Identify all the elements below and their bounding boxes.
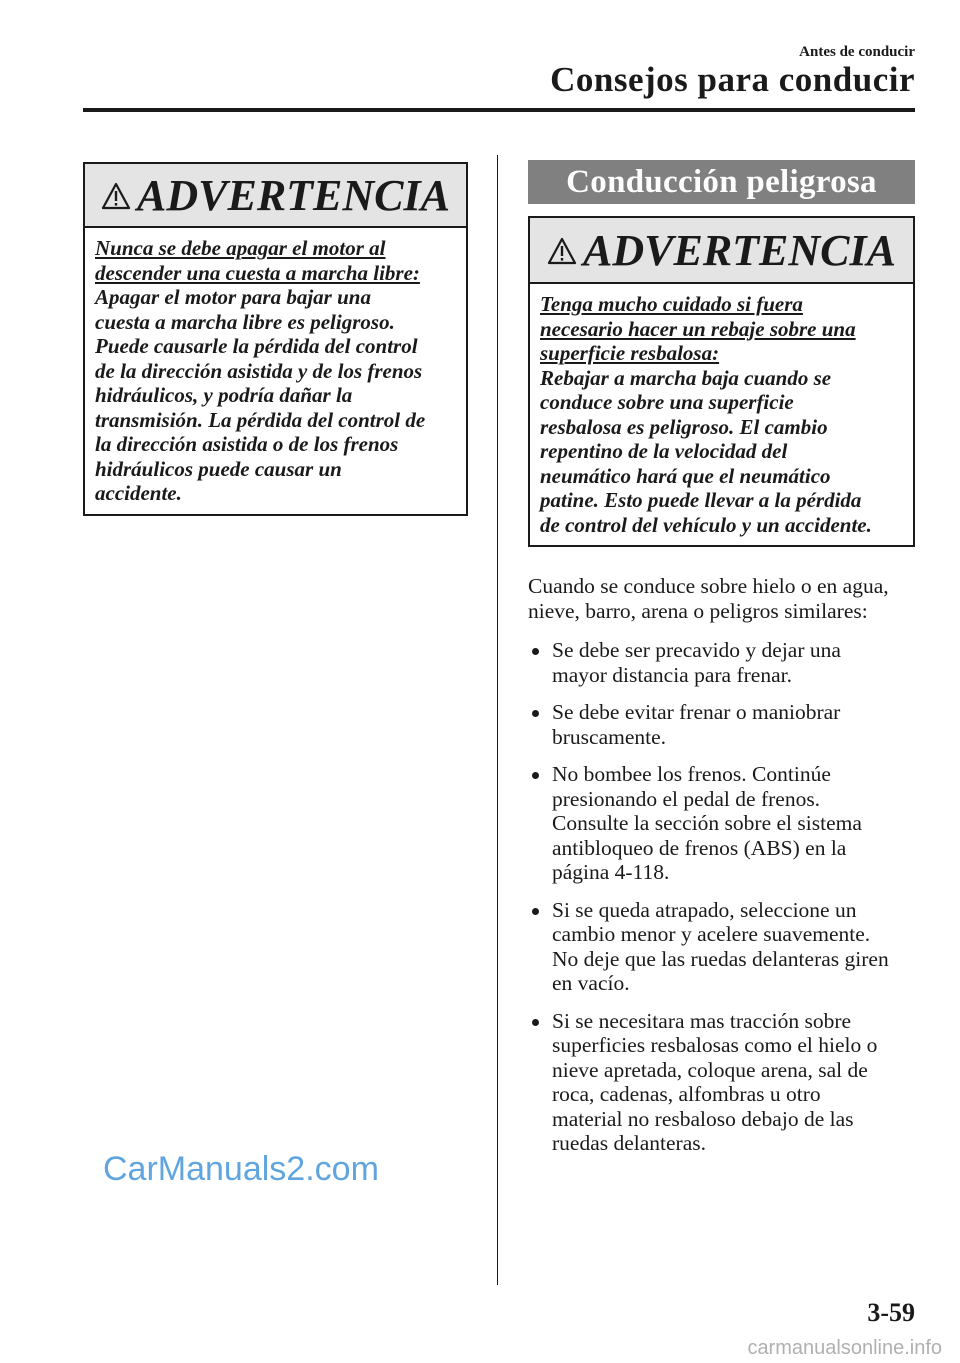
warning-body-line: conduce sobre una superficie bbox=[540, 390, 794, 414]
intro-line: nieve, barro, arena o peligros similares: bbox=[528, 598, 868, 623]
warning-body-line: resbalosa es peligroso. El cambio bbox=[540, 414, 828, 439]
column-divider bbox=[497, 155, 498, 1285]
warning-heading: ADVERTENCIA bbox=[137, 170, 450, 220]
intro-line: Cuando se conduce sobre hielo o en agua, bbox=[528, 574, 889, 598]
list-item bbox=[528, 638, 923, 687]
warning-lead-line: Tenga mucho cuidado si fuera bbox=[540, 292, 803, 316]
section-title-banner: Conducción peligrosa bbox=[528, 160, 915, 204]
warning-body-line: neumático hará que el neumático bbox=[540, 463, 831, 488]
bullet-icon bbox=[532, 648, 539, 655]
warning-body-line: hidráulicos, y podría dañar la bbox=[95, 383, 353, 407]
list-item-line: en vacío. bbox=[552, 971, 630, 995]
list-item-line: bruscamente. bbox=[552, 724, 667, 749]
warning-body-line: patine. Esto puede llevar a la pérdida bbox=[540, 488, 862, 512]
warning-body-line: hidráulicos puede causar un bbox=[95, 456, 342, 481]
warning-triangle-icon bbox=[101, 170, 137, 221]
list-item-line: presionando el pedal de frenos. bbox=[552, 786, 821, 811]
list-item-line: roca, cadenas, alfombras u otro bbox=[552, 1082, 821, 1106]
warning-body-line: la dirección asistida o de los frenos bbox=[95, 432, 399, 456]
page-title: Consejos para conducir bbox=[550, 60, 915, 99]
list-item-line: Si se queda atrapado, seleccione un bbox=[552, 897, 857, 922]
warning-body-line: repentino de la velocidad del bbox=[540, 439, 788, 463]
header-section-label: Antes de conducir bbox=[799, 44, 915, 60]
bullet-icon bbox=[532, 908, 539, 915]
list-item-line: superficies resbalosas como el hielo o bbox=[552, 1033, 878, 1057]
list-item-line: nieve apretada, coloque arena, sal de bbox=[552, 1057, 868, 1082]
list-item-line: Se debe ser precavido y dejar una bbox=[552, 638, 841, 662]
precaution-list bbox=[528, 638, 923, 1169]
watermark-link[interactable]: CarManuals2.com bbox=[103, 1150, 379, 1188]
warning-body-line: de control del vehículo y un accidente. bbox=[540, 512, 872, 537]
warning-body-line: transmisión. La pérdida del control de bbox=[95, 407, 426, 432]
warning-triangle-icon bbox=[547, 225, 583, 276]
list-item-line: cambio menor y acelere suavemente. bbox=[552, 922, 871, 946]
list-item-line: No bombee los frenos. Continúe bbox=[552, 762, 831, 786]
list-item-line: material no resbaloso debajo de las bbox=[552, 1106, 854, 1131]
page-number: 3-59 bbox=[867, 1298, 915, 1327]
warning-body-line: accidente. bbox=[95, 481, 182, 505]
list-item bbox=[528, 762, 923, 885]
bullet-icon bbox=[532, 1019, 539, 1026]
list-item-line: No deje que las ruedas delanteras giren bbox=[552, 946, 889, 971]
list-item-line: ruedas delanteras. bbox=[552, 1131, 707, 1155]
list-item-line: antibloqueo de frenos (ABS) en la bbox=[552, 835, 847, 860]
left-warning-box bbox=[83, 162, 468, 516]
right-warning-header bbox=[530, 218, 913, 284]
intro-paragraph bbox=[528, 574, 923, 623]
warning-body-line: cuesta a marcha libre es peligroso. bbox=[95, 309, 395, 334]
footer-watermark-link[interactable]: carmanualsonline.info bbox=[747, 1337, 942, 1359]
left-warning-header bbox=[85, 164, 466, 228]
list-item-line: Se debe evitar frenar o maniobrar bbox=[552, 700, 841, 724]
list-item bbox=[528, 1009, 923, 1156]
list-item bbox=[528, 700, 923, 749]
right-warning-text bbox=[530, 284, 913, 545]
warning-body-line: Apagar el motor para bajar una bbox=[95, 285, 371, 309]
list-item-line: Consulte la sección sobre el sistema bbox=[552, 811, 862, 835]
right-warning-box bbox=[528, 216, 915, 547]
list-item bbox=[528, 898, 923, 996]
bullet-icon bbox=[532, 710, 539, 717]
bullet-icon bbox=[532, 772, 539, 779]
warning-lead-line: descender una cuesta a marcha libre: bbox=[95, 260, 420, 285]
warning-lead-line: superficie resbalosa: bbox=[540, 341, 720, 365]
warning-body-line: Puede causarle la pérdida del control bbox=[95, 334, 418, 358]
warning-body-line: Rebajar a marcha baja cuando se bbox=[540, 365, 832, 390]
warning-lead-line: necesario hacer un rebaje sobre una bbox=[540, 316, 856, 341]
warning-body-line: de la dirección asistida y de los frenos bbox=[95, 358, 423, 383]
list-item-line: página 4-118. bbox=[552, 860, 670, 884]
list-item-line: Si se necesitara mas tracción sobre bbox=[552, 1008, 852, 1033]
warning-lead-line: Nunca se debe apagar el motor al bbox=[95, 236, 386, 260]
left-warning-text bbox=[85, 228, 466, 514]
header-rule bbox=[83, 108, 915, 112]
list-item-line: mayor distancia para frenar. bbox=[552, 662, 792, 687]
warning-heading: ADVERTENCIA bbox=[583, 225, 896, 275]
